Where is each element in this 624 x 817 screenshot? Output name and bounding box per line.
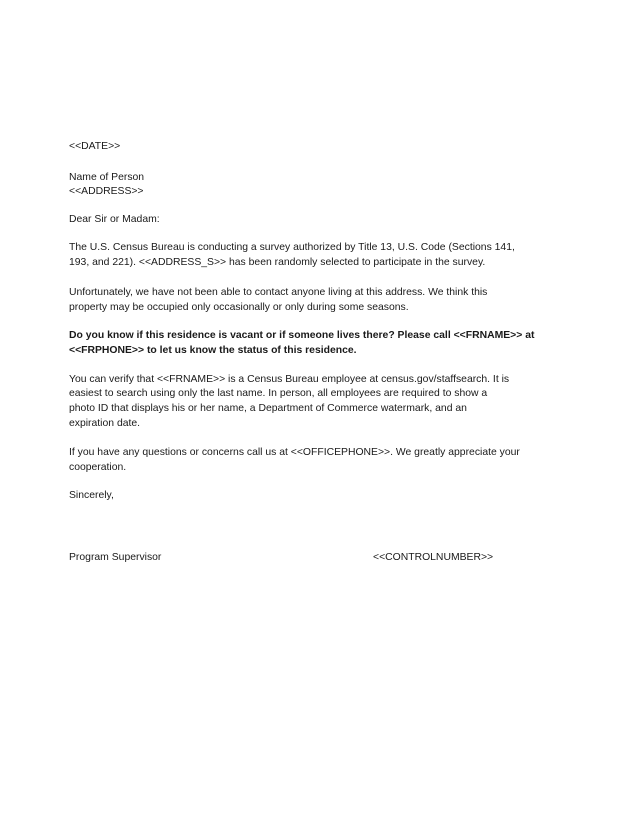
recipient-address: <<ADDRESS>> [69,186,144,197]
control-number: <<CONTROLNUMBER>> [373,552,494,563]
paragraph-line: 193, and 221). <<ADDRESS_S>> has been randomly selected to participate in the survey. [69,257,486,268]
date-placeholder: <<DATE>> [69,141,121,152]
closing: Sincerely, [69,490,114,501]
bold-paragraph-line: Do you know if this residence is vacant or if someone lives there? Please call <<FRNAME>> at [69,330,535,341]
paragraph-line: easiest to search using only the last name. In person, all employees are required to show a [69,388,488,399]
salutation: Dear Sir or Madam: [69,214,160,225]
paragraph-line: cooperation. [69,462,127,473]
paragraph-line: Unfortunately, we have not been able to contact anyone living at this address. We think this [69,287,488,298]
paragraph-line: photo ID that displays his or her name, a Department of Commerce watermark, and an [69,403,467,414]
paragraph-line: expiration date. [69,418,141,429]
paragraph-line: property may be occupied only occasionally or only during some seasons. [69,302,409,313]
paragraph-line: If you have any questions or concerns call us at <<OFFICEPHONE>>. We greatly appreciate your [69,447,520,458]
bold-paragraph-line: <<FRPHONE>> to let us know the status of this residence. [69,345,357,356]
recipient-name: Name of Person [69,172,145,183]
paragraph-line: The U.S. Census Bureau is conducting a survey authorized by Title 13, U.S. Code (Sections 141, [69,242,515,253]
paragraph-line: You can verify that <<FRNAME>> is a Census Bureau employee at census.gov/staffsearch. It is [69,374,510,385]
signer-title: Program Supervisor [69,552,162,563]
